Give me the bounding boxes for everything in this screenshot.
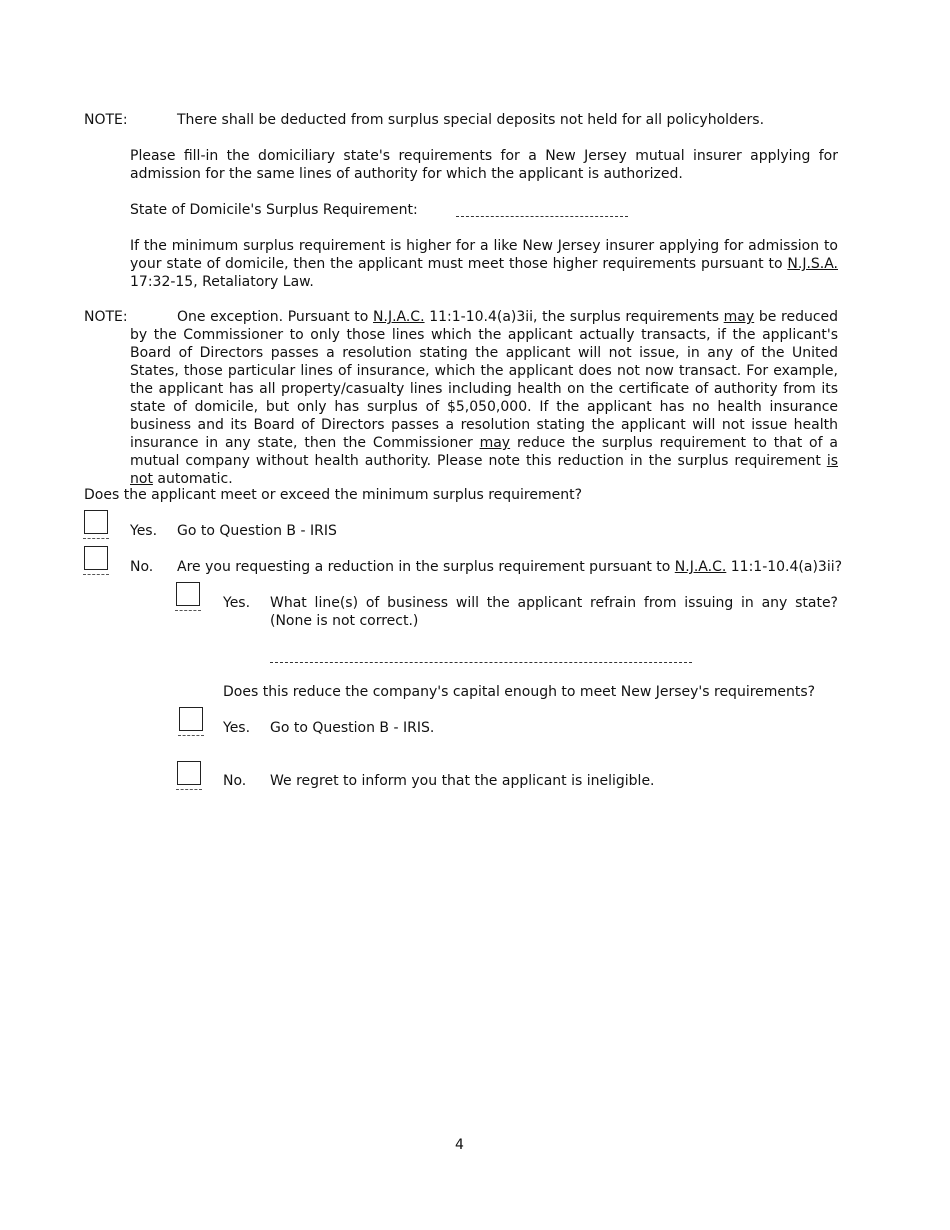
capital-no-checkbox[interactable] bbox=[177, 761, 201, 785]
reduction-yes-label: Yes. bbox=[223, 595, 251, 611]
lines-of-business-field[interactable] bbox=[270, 662, 692, 663]
page-number: 4 bbox=[455, 1137, 464, 1153]
no-text: Are you requesting a reduction in the surplus requirement pursuant to N.J.A.C. 11:1-10.4(a)3ii? bbox=[177, 559, 843, 575]
surplus-requirement-label: State of Domicile's Surplus Requirement: bbox=[130, 202, 418, 218]
note1-label: NOTE: bbox=[84, 112, 128, 128]
capital-no-text: We regret to inform you that the applicant is ineligible. bbox=[270, 773, 655, 789]
meets-surplus-no-checkbox[interactable] bbox=[84, 546, 108, 570]
njac-citation: N.J.A.C. bbox=[373, 309, 425, 325]
retaliatory-paragraph: If the minimum surplus requirement is higher for a like New Jersey insurer applying for admission to your state of domicile, then the applicant must meet those higher requirements pursuant to N.J.S.A. 17:32-15, Retaliatory Law. bbox=[130, 238, 839, 290]
yes-label: Yes. bbox=[130, 523, 158, 539]
domicile-instruction: Please fill-in the domiciliary state's requirements for a New Jersey mutual insurer applying for admission for the same lines of authority for which the applicant is authorized. bbox=[130, 148, 838, 182]
surplus-question: Does the applicant meet or exceed the minimum surplus requirement? bbox=[84, 487, 583, 503]
no-label: No. bbox=[130, 559, 154, 575]
capital-question: Does this reduce the company's capital enough to meet New Jersey's requirements? bbox=[223, 684, 816, 700]
capital-no-label: No. bbox=[223, 773, 247, 789]
checkbox-underline bbox=[175, 610, 201, 611]
surplus-requirement-field[interactable] bbox=[456, 216, 628, 217]
yes-text: Go to Question B - IRIS bbox=[177, 523, 337, 539]
checkbox-underline bbox=[176, 789, 202, 790]
note2-paragraph: One exception. Pursuant to N.J.A.C. 11:1-10.4(a)3ii, the surplus requirements may be reduced by the Commissioner to only those lines which the applicant actually transacts, if the applicant's Board of Directors passes a resolution stating the applicant will not issue, in any of the United States, those particular lines of insurance, which the applicant does not now transact. For example, the applicant has all property/casualty lines including health on the certificate of authority from its state of domicile, but only has surplus of $5,050,000. If the applicant has no health insurance business and its Board of Directors passes a resolution stating the applicant will not issue health insurance in any state, then the Commissioner may reduce the surplus requirement to that of a mutual company without health authority. Please note this reduction in the surplus requirement is not automatic. bbox=[130, 309, 839, 487]
reduction-yes-text: What line(s) of business will the applicant refrain from issuing in any state? (None is not correct.) bbox=[270, 595, 838, 629]
njsa-citation: N.J.S.A. bbox=[787, 256, 839, 272]
capital-yes-label: Yes. bbox=[223, 720, 251, 736]
meets-surplus-yes-checkbox[interactable] bbox=[84, 510, 108, 534]
checkbox-underline bbox=[83, 574, 109, 575]
checkbox-underline bbox=[83, 538, 109, 539]
note2-label: NOTE: bbox=[84, 309, 128, 325]
capital-yes-checkbox[interactable] bbox=[179, 707, 203, 731]
capital-yes-text: Go to Question B - IRIS. bbox=[270, 720, 435, 736]
checkbox-underline bbox=[178, 735, 204, 736]
reduction-yes-checkbox[interactable] bbox=[176, 582, 200, 606]
note1-text: There shall be deducted from surplus special deposits not held for all policyholders. bbox=[177, 112, 765, 128]
